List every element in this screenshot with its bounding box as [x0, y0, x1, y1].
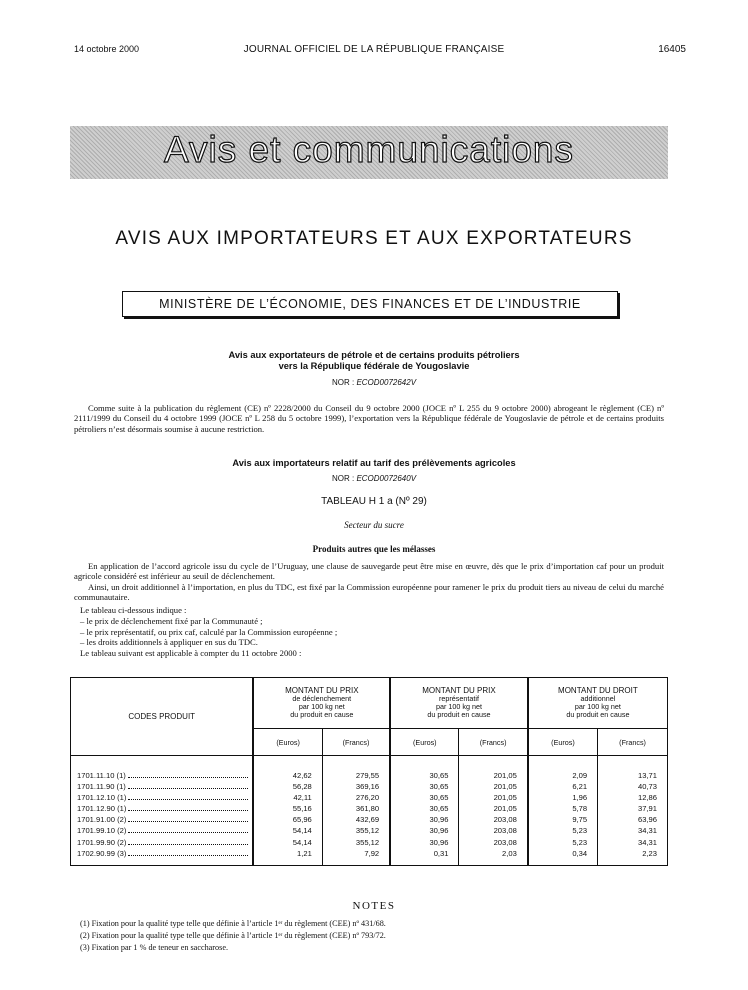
- banner-title: Avis et communications: [164, 129, 574, 170]
- section1-text: Comme suite à la publication du règlement (CE) nº 2228/2000 du Conseil du 9 octobre 2000 (JOCE nº L 255 du 9 octobre 2000) abrogeant le règlement (CE) nº 2111/1999 du Conseil du 4 octobre 1999 (JOCE nº L 258 du 5 octobre 1999), l’exportation vers la République fédérale de Yougoslavie de pétrole et de certains produits pétroliers n’est désormais soumise à aucune restriction.: [74, 403, 664, 434]
- section2-paragraphs: [74, 561, 664, 602]
- droit-euros-column: 2,09 6,21 1,96 5,78 9,75 5,23 5,23 0,34: [528, 756, 598, 866]
- table-row-code: 1701.12.10 (1): [71, 792, 252, 803]
- table-title: TABLEAU H 1 a (Nº 29): [321, 496, 427, 507]
- col-header-declenchement: MONTANT DU PRIX de déclenchement par 100 kg net du produit en cause: [253, 678, 390, 729]
- table-row-code: 1701.99.90 (2): [71, 837, 252, 848]
- list-intro: Le tableau ci-dessous indique :: [80, 605, 187, 615]
- section2-para2: Ainsi, un droit additionnel à l’importation, en plus du TDC, est fixé par la Commission européenne pour ramener le prix du produit tiers au niveau de celui du marché communautaire.: [74, 581, 664, 602]
- secteur-label: Secteur du sucre: [344, 520, 404, 530]
- nor-code: ECOD0072642V: [356, 378, 417, 387]
- table-row-code: 1701.99.10 (2): [71, 825, 252, 836]
- list-item: – les droits additionnels à appliquer en sus du TDC.: [80, 637, 258, 648]
- codes-header: CODES PRODUIT: [71, 678, 254, 756]
- representatif-francs-column: 201,05 201,05 201,05 201,05 203,08 203,08 203,08 2,03: [459, 756, 528, 866]
- unit-francs: (Francs): [322, 729, 390, 756]
- ministry-box: MINISTÈRE DE L’ÉCONOMIE, DES FINANCES ET DE L’INDUSTRIE: [122, 291, 618, 317]
- unit-francs: (Francs): [598, 729, 668, 756]
- nor-code: ECOD0072640V: [356, 474, 417, 483]
- note-item: (1) Fixation pour la qualité type telle que définie à l’article 1ᵉʳ du règlement (CEE) nº 431/68.: [80, 919, 386, 928]
- section2-para1: En application de l’accord agricole issu du cycle de l’Uruguay, une clause de sauvegarde peut être mise en œuvre, dès que le prix d’importation caf pour un produit agricole considéré est inférieur au seuil de déclenchement.: [74, 561, 664, 582]
- unit-francs: (Francs): [459, 729, 528, 756]
- section1-title-line1: Avis aux exportateurs de pétrole et de certains produits pétroliers: [228, 350, 520, 360]
- representatif-euros-column: 30,65 30,65 30,65 30,65 30,96 30,96 30,96 0,31: [390, 756, 459, 866]
- table-row-code: 1701.12.90 (1): [71, 803, 252, 814]
- main-title: AVIS AUX IMPORTATEURS ET AUX EXPORTATEURS: [115, 228, 633, 249]
- nor-label: NOR :: [331, 474, 355, 483]
- table-row-code: 1702.90.99 (3): [71, 848, 252, 859]
- notes-list: [80, 918, 670, 954]
- list-item: – le prix représentatif, ou prix caf, calculé par la Commission européenne ;: [80, 626, 338, 637]
- declenchement-euros-column: 42,62 56,28 42,11 55,16 65,96 54,14 54,14 1,21: [253, 756, 322, 866]
- produits-label: Produits autres que les mélasses: [312, 544, 436, 554]
- section2-title: Avis aux importateurs relatif au tarif des prélèvements agricoles: [232, 458, 516, 468]
- section2-nor: [0, 474, 748, 483]
- table-row-code: 1701.91.00 (2): [71, 814, 252, 825]
- nor-label: NOR :: [331, 378, 355, 387]
- col-header-representatif: MONTANT DU PRIX représentatif par 100 kg net du produit en cause: [390, 678, 528, 729]
- table-row-code: 1701.11.10 (1): [71, 770, 252, 781]
- unit-euros: (Euros): [390, 729, 459, 756]
- droit-francs-column: 13,71 40,73 12,86 37,91 63,96 34,31 34,31 2,23: [598, 756, 668, 866]
- section1-paragraph: [74, 403, 664, 434]
- list-outro: Le tableau suivant est applicable à compter du 11 octobre 2000 :: [80, 648, 302, 659]
- section2-list: [74, 605, 664, 659]
- section1-title-line2: vers la République fédérale de Yougoslavie: [278, 361, 470, 371]
- table-row-code: 1701.11.90 (1): [71, 781, 252, 792]
- note-item: (3) Fixation par 1 % de teneur en saccharose.: [80, 943, 228, 952]
- codes-column: [71, 756, 254, 866]
- journal-title: JOURNAL OFFICIEL DE LA RÉPUBLIQUE FRANÇAISE: [243, 44, 505, 55]
- price-table: [70, 677, 668, 866]
- page-number: 16405: [658, 44, 686, 55]
- section-banner: [70, 126, 668, 179]
- declenchement-francs-column: 279,55 369,16 276,20 361,80 432,69 355,12 355,12 7,92: [322, 756, 390, 866]
- note-item: (2) Fixation pour la qualité type telle que définie à l’article 1ᵉʳ du règlement (CEE) nº 793/72.: [80, 931, 386, 940]
- header-date: 14 octobre 2000: [74, 44, 140, 54]
- unit-euros: (Euros): [253, 729, 322, 756]
- unit-euros: (Euros): [528, 729, 598, 756]
- section1-nor: [0, 378, 748, 387]
- col-header-droit-additionnel: MONTANT DU DROIT additionnel par 100 kg net du produit en cause: [528, 678, 668, 729]
- list-item: – le prix de déclenchement fixé par la Communauté ;: [80, 615, 263, 626]
- notes-title: NOTES: [352, 900, 396, 912]
